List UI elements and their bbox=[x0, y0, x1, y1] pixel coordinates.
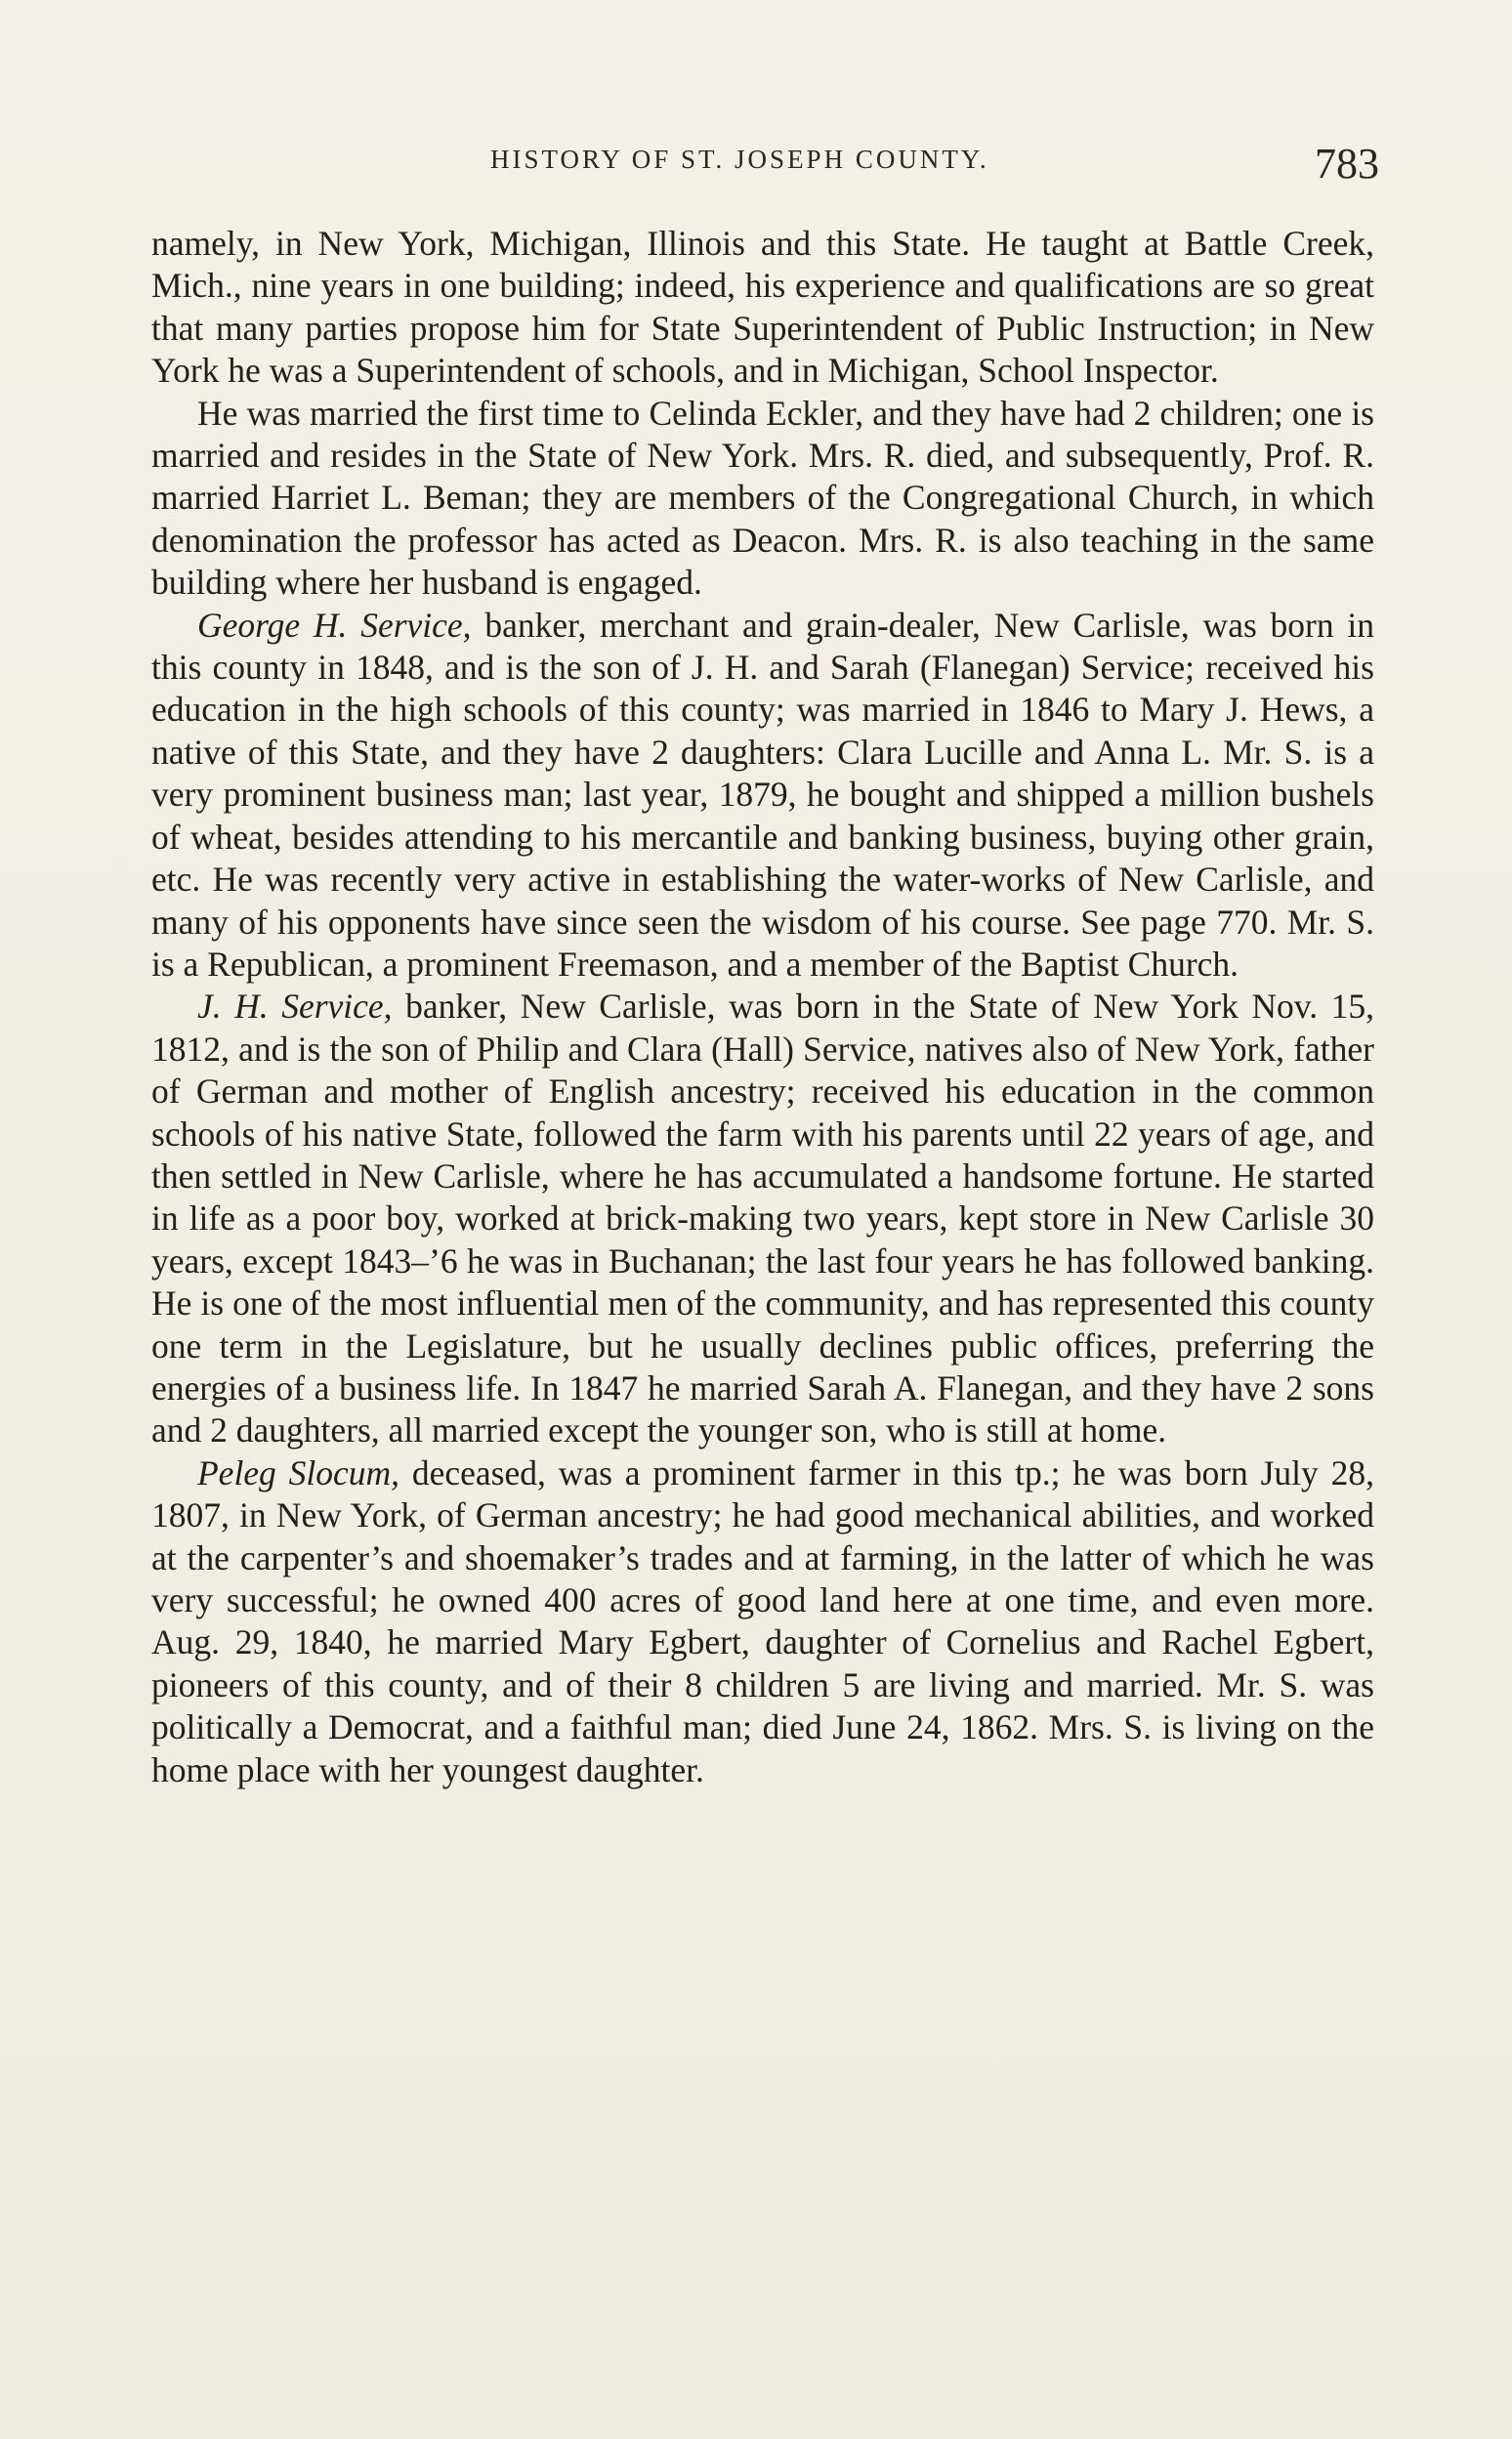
paragraph-text: namely, in New York, Michigan, Illinois and this State. He taught at Battle Creek, Mich., nine years in one building; indeed, his experience and qualifications are so great that many parties propose him for State Superintendent of Public Instruction; in New York he was a Superintendent of schools, and in Michigan, School Inspector. bbox=[151, 224, 1374, 391]
biography-entry bbox=[151, 986, 1374, 1451]
paragraph bbox=[151, 223, 1374, 393]
biography-entry bbox=[151, 1452, 1374, 1791]
paragraph-text: He was married the first time to Celinda Eckler, and they have had 2 children; one is married and resides in the State of New York. Mrs. R. died, and subsequently, Prof. R. married Harriet L. Beman; they are members of the Congregational Church, in which denomination the professor has acted as Deacon. Mrs. R. is also teaching in the same building where her husband is engaged. bbox=[151, 393, 1374, 603]
running-title: HISTORY OF ST. JOSEPH COUNTY. bbox=[490, 145, 989, 174]
page-number: 783 bbox=[1315, 140, 1379, 188]
entry-text: banker, New Carlisle, was born in the State of New York Nov. 15, 1812, and is the son of Philip and Clara (Hall) Service, natives also of New York, father of German and mother of English ancestry; received his education in the common schools of his native State, followed the farm with his parents until 22 years of age, and then settled in New Carlisle, where he has accumulated a handsome fortune. He started in life as a poor boy, worked at brick-making two years, kept store in New Carlisle 30 years, except 1843–’6 he was in Buchanan; the last four years he has followed banking. He is one of the most influential men of the community, and has represented this county one term in the Legislature, but he usually declines public offices, preferring the energies of a business life. In 1847 he married Sarah A. Flanegan, and they have 2 sons and 2 daughters, all married except the younger son, who is still at home. bbox=[151, 987, 1374, 1451]
entry-name: George H. Service, bbox=[197, 605, 472, 645]
biography-entry bbox=[151, 605, 1374, 987]
entry-name: J. H. Service, bbox=[197, 987, 393, 1027]
paragraph bbox=[151, 393, 1374, 605]
entry-text: banker, merchant and grain-dealer, New Carlisle, was born in this county in 1848, and is the son of J. H. and Sarah (Flanegan) Service; received his education in the high schools of this county; was married in 1846 to Mary J. Hews, a native of this State, and they have 2 daughters: Clara Lucille and Anna L. Mr. S. is a very prominent business man; last year, 1879, he bought and shipped a million bushels of wheat, besides attending to his mercantile and banking business, buying other grain, etc. He was recently very active in establishing the water-works of New Carlisle, and many of his opponents have since seen the wisdom of his course. See page 770. Mr. S. is a Republican, a prominent Freemason, and a member of the Baptist Church. bbox=[151, 605, 1374, 984]
body-text bbox=[151, 223, 1374, 1791]
entry-name: Peleg Slocum, bbox=[197, 1452, 400, 1493]
entry-text: deceased, was a prominent farmer in this tp.; he was born July 28, 1807, in New York, of German ancestry; he had good mechanical abilities, and worked at the carpenter’s and shoemaker’s trades and at farming, in the latter of which he was very successful; he owned 400 acres of good land here at one time, and even more. Aug. 29, 1840, he married Mary Egbert, daughter of Cornelius and Rachel Egbert, pioneers of this county, and of their 8 children 5 are living and married. Mr. S. was politically a Democrat, and a faithful man; died June 24, 1862. Mrs. S. is living on the home place with her youngest daughter. bbox=[151, 1452, 1375, 1789]
page-header bbox=[151, 140, 1379, 193]
